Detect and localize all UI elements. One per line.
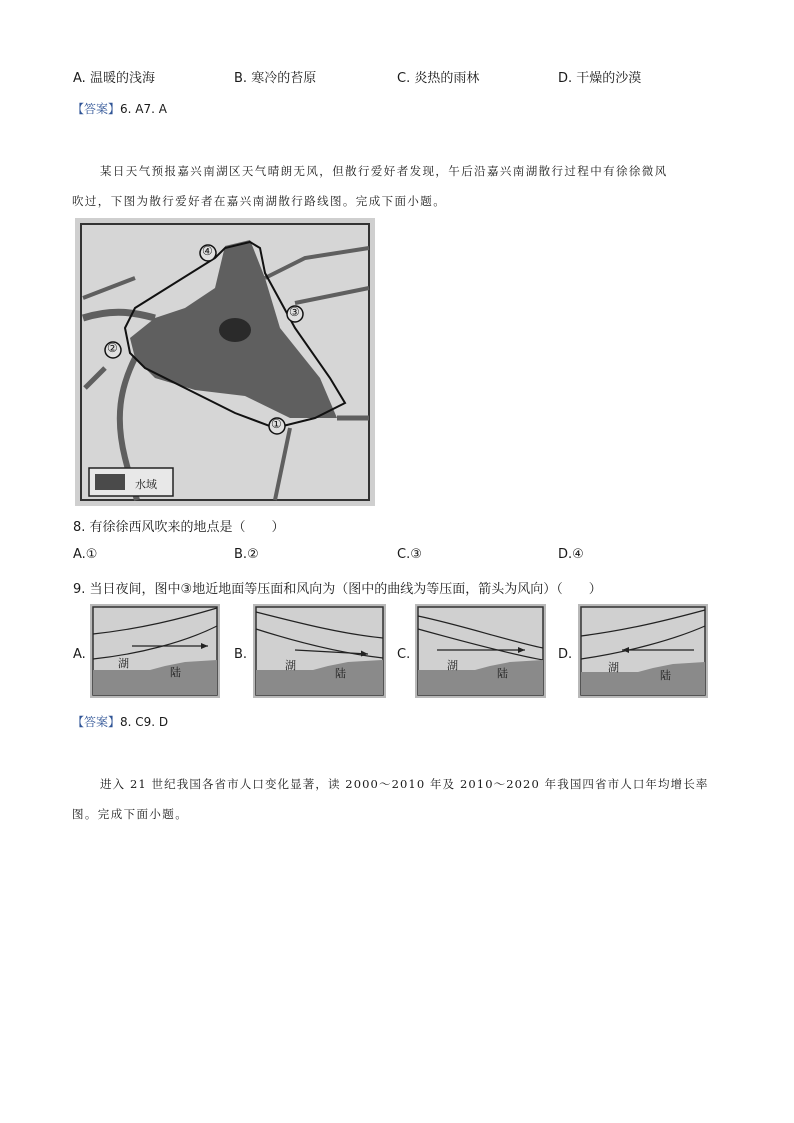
q7-option-b: B. 寒冷的苔原 bbox=[234, 71, 317, 86]
route-map-svg bbox=[75, 218, 375, 506]
map-marker-2: ② bbox=[107, 341, 118, 355]
q7-option-a: A. 温暖的浅海 bbox=[73, 71, 155, 86]
land-label: 陆 bbox=[660, 669, 671, 682]
q8-option-b: B.② bbox=[234, 547, 259, 562]
answer-block-1 bbox=[72, 100, 167, 117]
q9-stem: 9. 当日夜间，图中③地近地面等压面和风向为（图中的曲线为等压面，箭头为风向）（ ） bbox=[73, 582, 602, 597]
q9-option-a-diagram bbox=[90, 604, 220, 698]
passage-1-line-1: 某日天气预报嘉兴南湖区天气晴朗无风，但散行爱好者发现，午后沿嘉兴南湖散行过程中有徐徐微风 bbox=[100, 164, 668, 178]
q9-option-b-diagram bbox=[253, 604, 386, 698]
map-marker-3: ③ bbox=[289, 305, 300, 319]
land-label: 陆 bbox=[170, 666, 181, 679]
island-shape bbox=[219, 318, 251, 342]
passage-2-line-1: 进入 21 世纪我国各省市人口变化显著，读 2000～2010 年及 2010～2020 年我国四省市人口年均增长率 bbox=[100, 777, 709, 791]
lake-label: 湖 bbox=[608, 661, 619, 674]
answer-text: 6. A7. A bbox=[120, 102, 167, 116]
q8-stem: 8. 有徐徐西风吹来的地点是（ ） bbox=[73, 520, 285, 535]
q7-option-c: C. 炎热的雨林 bbox=[397, 71, 480, 86]
lake-label: 湖 bbox=[118, 657, 129, 670]
q7-option-d: D. 干燥的沙漠 bbox=[558, 71, 642, 86]
lake-label: 湖 bbox=[447, 659, 458, 672]
lake-label: 湖 bbox=[285, 659, 296, 672]
answer-tag: 【答案】 bbox=[72, 715, 121, 729]
passage-2-line-2: 图。完成下面小题。 bbox=[72, 807, 189, 821]
answer-text: 8. C9. D bbox=[120, 715, 169, 729]
route-map-figure bbox=[75, 218, 375, 506]
land-label: 陆 bbox=[497, 667, 508, 680]
q9-option-b-letter: B. bbox=[234, 647, 248, 662]
q8-option-d: D.④ bbox=[558, 547, 584, 562]
land-label: 陆 bbox=[335, 667, 346, 680]
passage-1-line-2: 吹过，下图为散行爱好者在嘉兴南湖散行路线图。完成下面小题。 bbox=[72, 194, 447, 208]
q8-option-a: A.① bbox=[73, 547, 98, 562]
q9-option-c-letter: C. bbox=[397, 647, 411, 662]
q9-option-c-diagram bbox=[415, 604, 546, 698]
q8-option-c: C.③ bbox=[397, 547, 422, 562]
map-marker-1: ① bbox=[271, 417, 282, 431]
q9-option-d-diagram bbox=[578, 604, 708, 698]
q9-option-a-letter: A. bbox=[73, 647, 86, 662]
answer-tag: 【答案】 bbox=[72, 102, 121, 116]
legend-label: 水域 bbox=[135, 478, 157, 491]
q9-option-d-letter: D. bbox=[558, 647, 573, 662]
answer-block-2 bbox=[72, 713, 168, 730]
map-marker-4: ④ bbox=[202, 244, 213, 258]
